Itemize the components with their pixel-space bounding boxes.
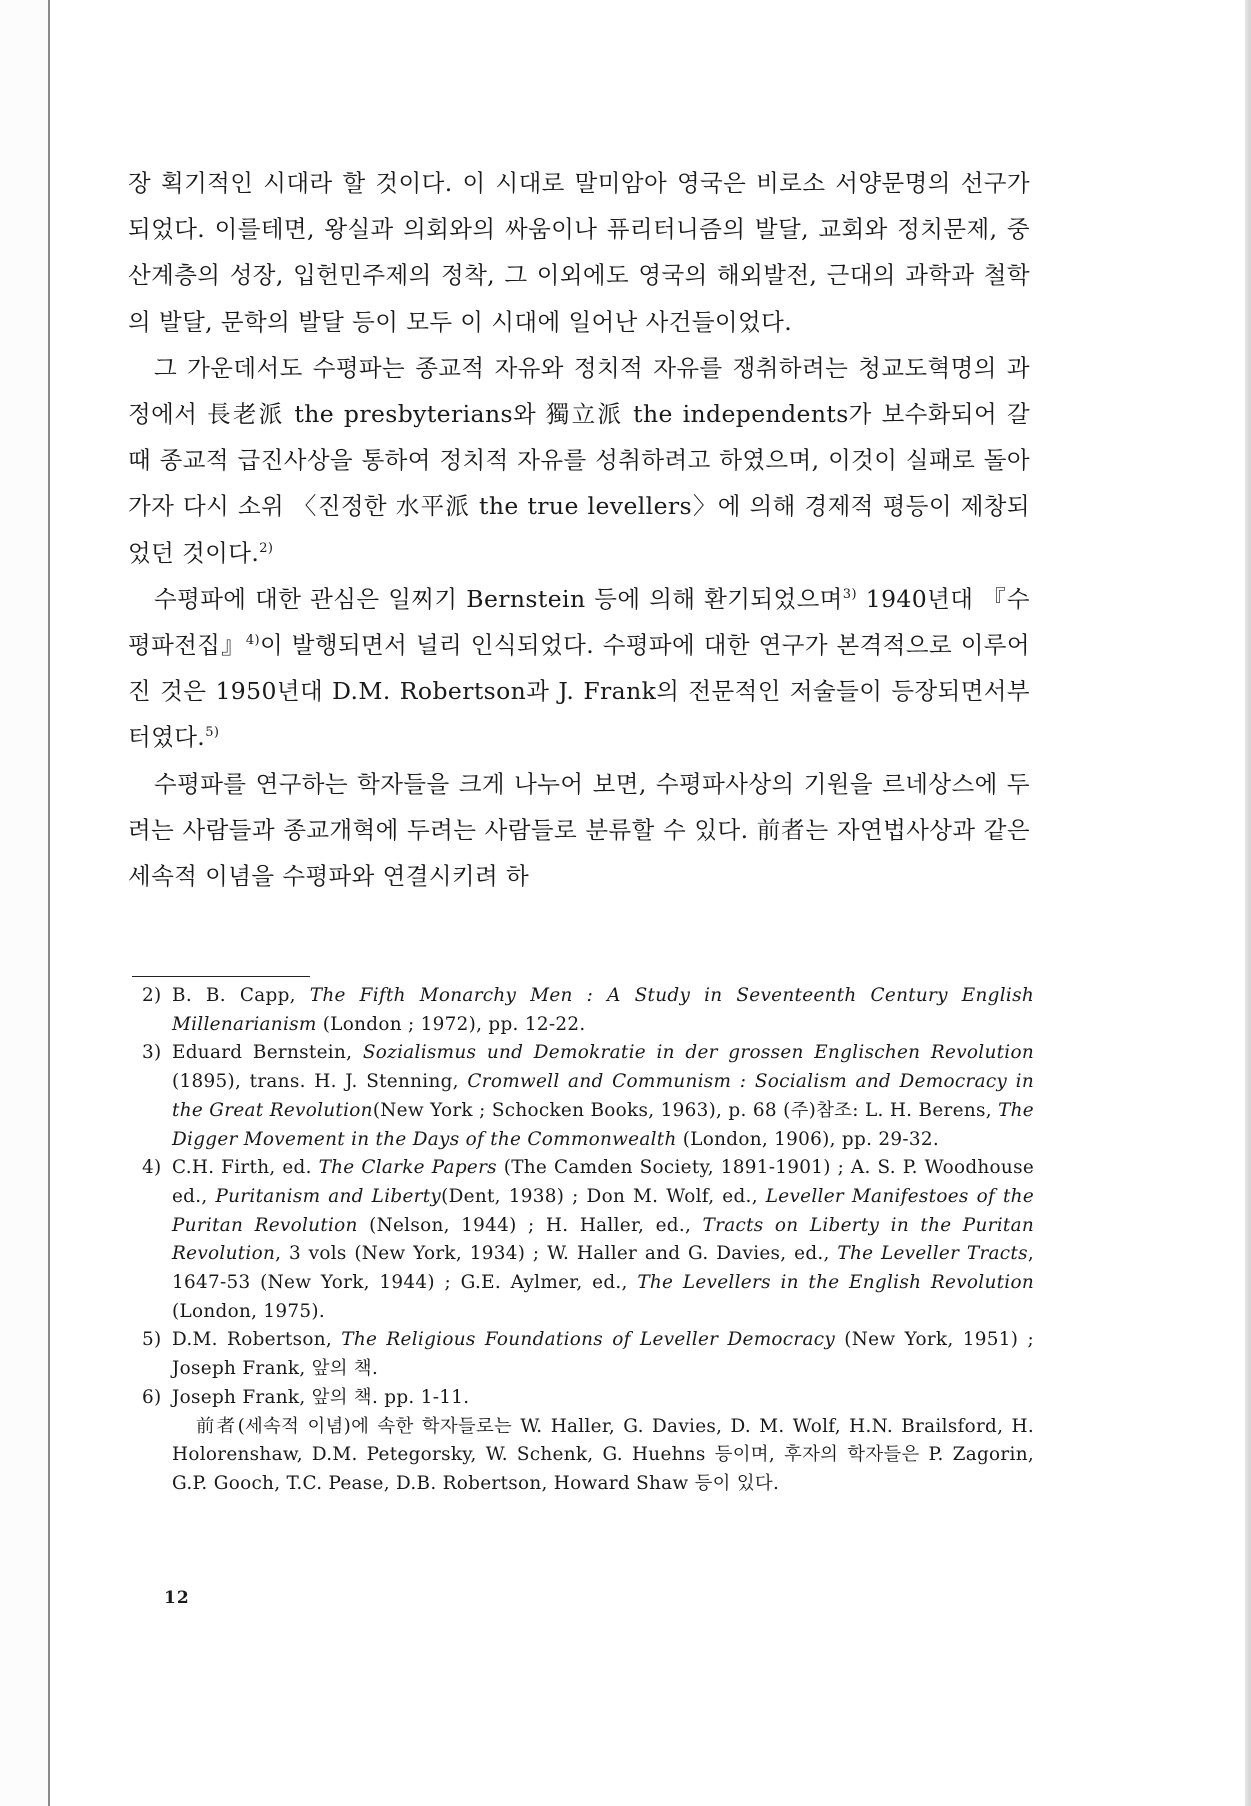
body-text (128, 160, 1030, 899)
footnote-ref-5[interactable]: 5) (205, 725, 220, 741)
footnote-4: 4) C.H. Firth, ed. The Clarke Papers (The Camden Society, 1891-1901) ; A. S. P. Woodhouse ed., Puritanism and Liberty(Dent, 1938) ; Don M. Wolf, ed., Leveller Manifestoes of the Puritan Revolution (Nelson, 1944) ; H. Haller, ed., Tracts on Liberty in the Puritan Revolution, 3 vols (New York, 1934) ; W. Haller and G. Davies, ed., The Leveller Tracts, 1647-53 (New York, 1944) ; G.E. Aylmer, ed., The Levellers in the English Revolution (London, 1975). (136, 1154, 1034, 1326)
footnote-5: 5) D.M. Robertson, The Religious Foundations of Leveller Democracy (New York, 1951) ; Joseph Frank, 앞의 책. (136, 1326, 1034, 1383)
footnote-3: 3) Eduard Bernstein, Sozialismus und Demokratie in der grossen Englischen Revolution (1895), trans. H. J. Stenning, Cromwell and Communism : Socialism and Democracy in the Great Revolution(New York ; Schocken Books, 1963), p. 68 (주)참조: L. H. Berens, The Digger Movement in the Days of the Commonwealth (London, 1906), pp. 29-32. (136, 1039, 1034, 1154)
footnote-ref-4[interactable]: 4) (245, 633, 260, 649)
footnote-number: 4) (142, 1157, 162, 1179)
page-edge (1245, 0, 1251, 1806)
page-number: 12 (164, 1588, 190, 1608)
footnote-2: 2) B. B. Capp, The Fifth Monarchy Men : A Study in Seventeenth Century English Millenarianism (London ; 1972), pp. 12-22. (136, 982, 1034, 1039)
footnote-6: 6) Joseph Frank, 앞의 책. pp. 1-11. (136, 1384, 1034, 1413)
footnote-ref-2[interactable]: 2) (259, 540, 274, 556)
footnote-number: 3) (142, 1042, 162, 1064)
paragraph-1: 장 획기적인 시대라 할 것이다. 이 시대로 말미암아 영국은 비로소 서양문명의 선구가 되었다. 이를테면, 왕실과 의회와의 싸움이나 퓨리터니즘의 발달, 교회와 정치문제, 중산계층의 성장, 입헌민주제의 정착, 그 이외에도 영국의 해외발전, 근대의 과학과 철학의 발달, 문학의 발달 등이 모두 이 시대에 일어난 사건들이었다. (128, 169, 1030, 336)
footnote-number: 6) (142, 1386, 162, 1408)
paragraph-4: 수평파를 연구하는 학자들을 크게 나누어 보면, 수평파사상의 기원을 르네상스에 두려는 사람들과 종교개혁에 두려는 사람들로 분류할 수 있다. 前者는 자연법사상과 같은 세속적 이념을 수평파와 연결시키려 하 (128, 769, 1030, 891)
paragraph-3: 수평파에 대한 관심은 일찌기 Bernstein 등에 의해 환기되었으며$^{3)}$ 1940년대 『수평파전집』$^{4)}$이 발행되면서 널리 인식되었다. 수평파에 대한 연구가 본격적으로 이루어진 것은 1950년대 D.M. Robertson과 J. Frank의 전문적인 저술들이 등장되면서부터였다.$^{5)}$ (128, 584, 1030, 752)
footnotes (136, 982, 1034, 1499)
paragraph-2: 그 가운데서도 수평파는 종교적 자유와 정치적 자유를 쟁취하려는 청교도혁명의 과정에서 長老派 the presbyterians와 獨立派 the independents가 보수화되어 갈 때 종교적 급진사상을 통하여 정치적 자유를 성취하려고 하였으며, 이것이 실패로 돌아가자 다시 소위 〈진정한 水平派 the true levellers〉에 의해 경제적 평등이 제창되었던 것이다.$^{2)}$ (128, 353, 1030, 567)
footnote-number: 5) (142, 1329, 162, 1351)
footnote-divider (132, 976, 310, 977)
footnote-ref-3[interactable]: 3) (842, 586, 857, 602)
footnote-number: 2) (142, 985, 162, 1006)
footnote-6-continued: 前者(세속적 이념)에 속한 학자들로는 W. Haller, G. Davies, D. M. Wolf, H.N. Brailsford, H. Holorenshaw, D.M. Petegorsky, W. Schenk, G. Huehns 등이며, 후자의 학자들은 P. Zagorin, G.P. Gooch, T.C. Pease, D.B. Robertson, Howard Shaw 등이 있다. (172, 1415, 1034, 1494)
